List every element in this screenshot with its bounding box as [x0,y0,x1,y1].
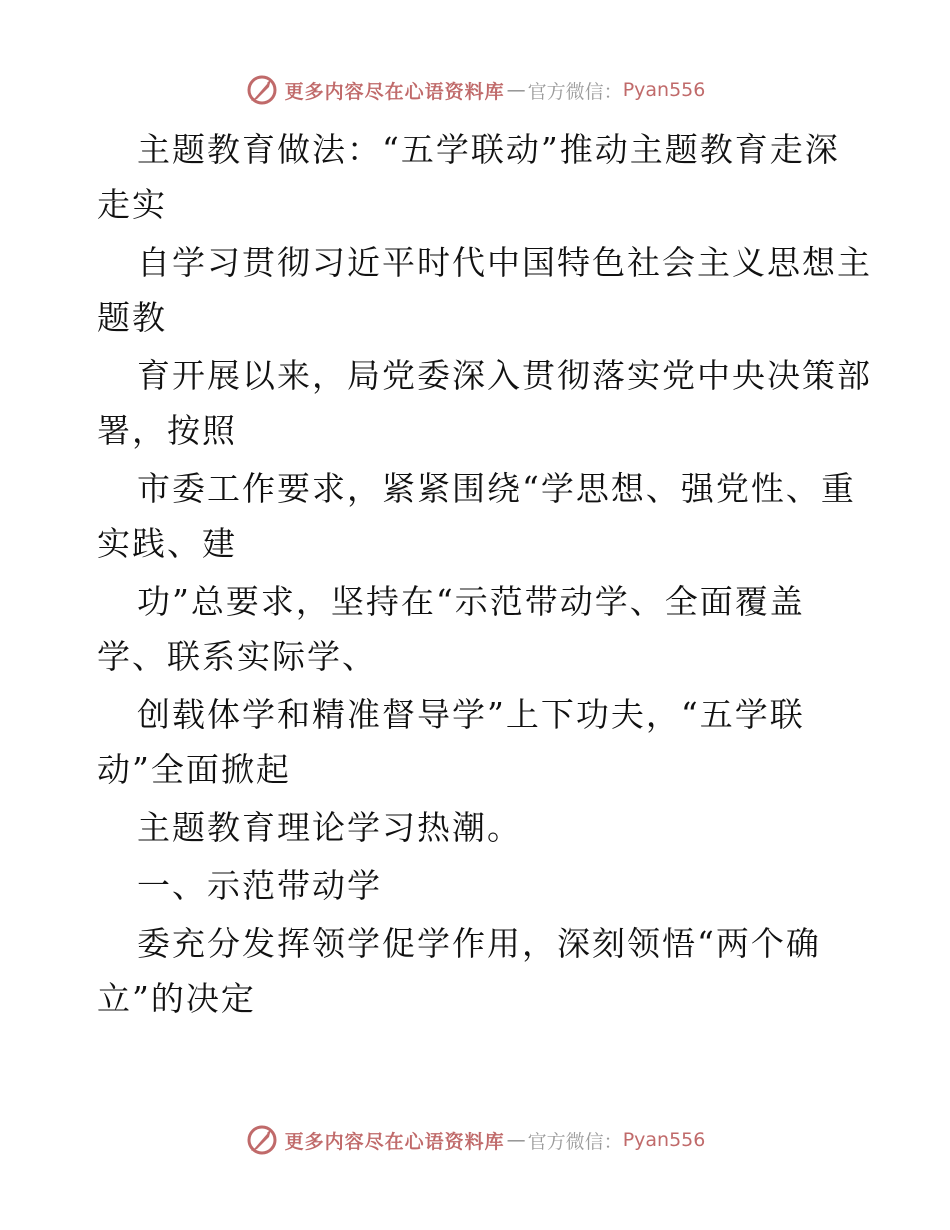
body-line: 题教 [97,298,167,337]
body-line: 主题教育理论学习热潮。 [137,808,522,847]
body-line: 育开展以来，局党委深入贯彻落实党中央决策部 [137,356,872,395]
body-line: 市委工作要求，紧紧围绕“学思想、强党性、重 [137,469,856,508]
body-line: 自学习贯彻习近平时代中国特色社会主义思想主 [137,243,872,282]
watermark-text: 更多内容尽在心语资料库 [284,1130,505,1153]
watermark-text: 更多内容尽在心语资料库 [284,80,505,103]
header-watermark [0,70,950,110]
body-line: 署，按照 [97,411,237,450]
body-line: 主题教育做法：“五学联动”推动主题教育走深 [137,130,840,169]
watermark-dash: — [506,79,526,101]
quill-pen-circle-icon [245,1123,279,1157]
body-line: 功”总要求，坚持在“示范带动学、全面覆盖 [137,582,805,621]
footer-watermark [0,1120,950,1160]
body-line: 立”的决定 [97,979,256,1018]
section-heading: 一、示范带动学 [137,866,382,905]
body-line: 委充分发挥领学促学作用，深刻领悟“两个确 [137,924,821,963]
document-body [97,122,872,1026]
body-line: 动”全面掀起 [97,750,291,789]
body-line: 学、联系实际学、 [97,637,377,676]
watermark-label: 官方微信： [527,1130,623,1153]
watermark-id: Pyan556 [622,1129,706,1151]
body-line: 创载体学和精准督导学”上下功夫，“五学联 [137,695,805,734]
watermark-dash: — [506,1129,526,1151]
watermark-id: Pyan556 [622,79,706,101]
body-line: 实践、建 [97,524,237,563]
watermark-label: 官方微信： [527,80,623,103]
body-line: 走实 [97,185,167,224]
quill-pen-circle-icon [245,73,279,107]
